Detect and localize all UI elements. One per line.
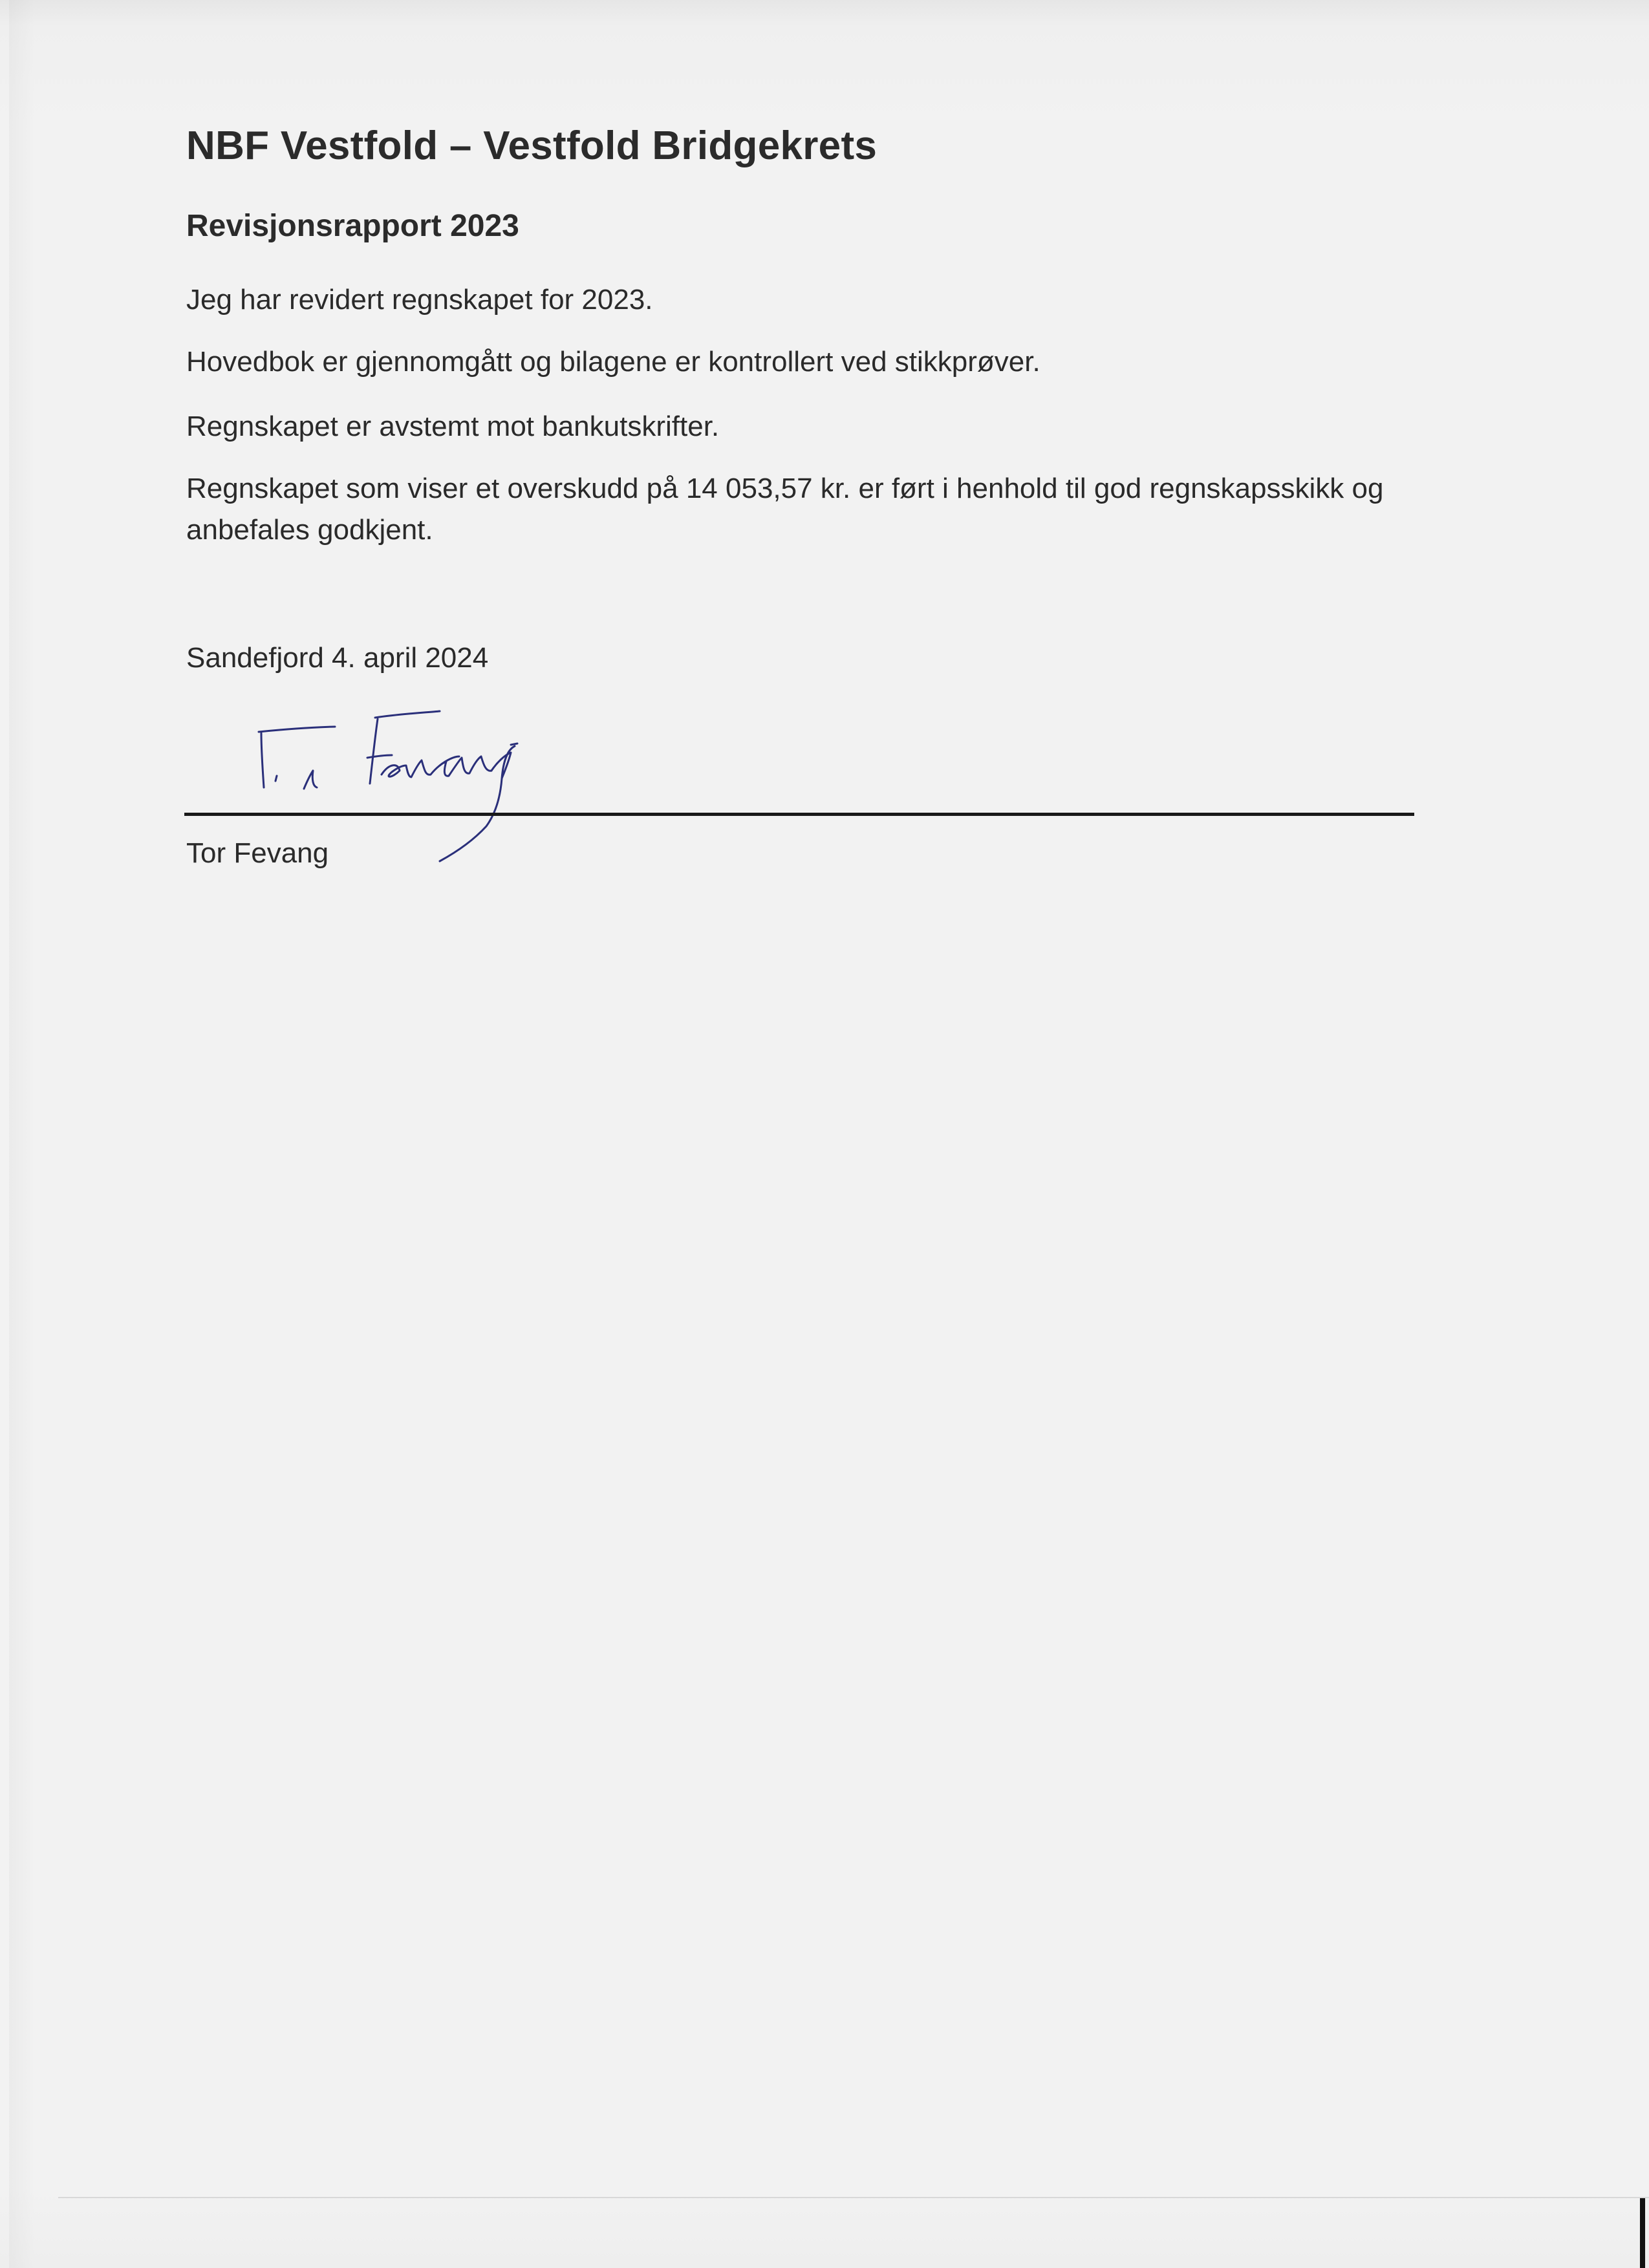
- signature-line: [184, 813, 1414, 816]
- scan-shadow-left: [9, 0, 35, 2268]
- scan-edge-right: [1640, 2198, 1645, 2268]
- paragraph-ledger: Hovedbok er gjennomgått og bilagene er kontrollert ved stikkprøver.: [186, 346, 1040, 378]
- document-subtitle: Revisjonsrapport 2023: [186, 209, 519, 243]
- paragraph-conclusion: Regnskapet som viser et overskudd på 14 053,57 kr. er ført i henhold til god regnskapsskikk og anbefales godkjent.: [186, 473, 1384, 546]
- place-date: Sandefjord 4. april 2024: [186, 642, 489, 674]
- paragraph-revised: Jeg har revidert regnskapet for 2023.: [186, 284, 653, 316]
- document-title: NBF Vestfold – Vestfold Bridgekrets: [186, 123, 878, 168]
- paragraph-bank: Regnskapet er avstemt mot bankutskrifter.: [186, 411, 720, 442]
- scan-edge-bottom: [58, 2197, 1649, 2198]
- signer-name: Tor Fevang: [186, 837, 329, 869]
